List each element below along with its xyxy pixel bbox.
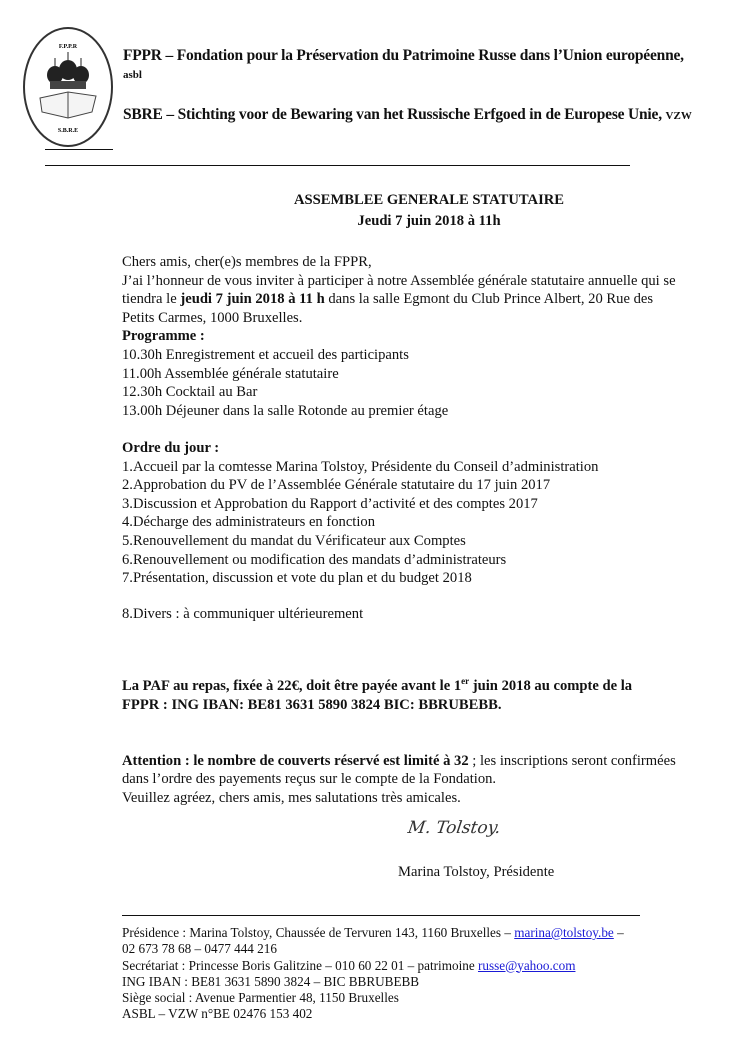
footer-phones: 02 673 78 68 – 0477 444 216 [122,941,277,957]
paf-line-1 [122,677,632,696]
programme-item: 11.00h Assemblée générale statutaire [122,365,339,382]
paf-text: La PAF au repas, fixée à 22€, doit être payée avant le 1 [122,678,462,694]
attention-line-2: dans l’ordre des payements reçus sur le compte de la Fondation. [122,771,497,787]
footer-iban: ING IBAN : BE81 3631 5890 3824 – BIC BBRUBEBB [122,973,420,989]
ordre-item: 6.Renouvellement ou modification des mandats d’administrateurs [122,551,507,568]
footer-text: Présidence : Marina Tolstoy, Chaussée de Tervuren 143, 1160 Bruxelles – [122,925,515,940]
ordre-divers: 8.Divers : à communiquer ultérieurement [122,606,364,622]
ordre-item: 4.Décharge des administrateurs en fonction [122,514,376,531]
sbre-title-text: SBRE – Stichting voor de Bewaring van het Russische Erfgoed in de Europese Unie, [123,106,662,123]
presidence-email-link[interactable]: marina@tolstoy.be [514,925,614,940]
intro-text: tiendra le [122,291,181,308]
ordre-item: 5.Renouvellement du mandat du Vérificateur aux Comptes [122,532,466,549]
intro-text: dans la salle Egmont du Club Prince Albert, 20 Rue des [324,291,654,308]
signature-name: Marina Tolstoy, Présidente [398,864,555,880]
logo-emblem-icon [22,26,114,148]
svg-text:F.P.P.R: F.P.P.R [58,44,78,50]
intro-date: jeudi 7 juin 2018 à 11 h [180,291,325,308]
short-divider [45,149,113,150]
sbre-suffix: VZW [665,110,692,122]
ordre-item: 7.Présentation, discussion et vote du plan et du budget 2018 [122,570,472,587]
programme-item: 12.30h Cocktail au Bar [122,384,258,401]
footer [122,925,624,1023]
attention-bold: Attention : le nombre de couverts réservé est limité à 32 [122,753,469,769]
footer-presidence [122,925,624,941]
attention-text: ; les inscriptions seront confirmées [468,753,676,769]
long-divider [45,165,630,166]
intro-line-2 [122,290,676,309]
footer-asbl: ASBL – VZW n°BE 02476 153 402 [122,1006,313,1022]
footer-secretariat [122,958,624,974]
programme-heading: Programme : [122,328,205,345]
footer-text: Secrétariat : Princesse Boris Galitzine – 010 60 22 01 – patrimoine [122,957,478,973]
doc-date: Jeudi 7 juin 2018 à 11h [357,213,501,229]
paf-sup: er [461,676,470,687]
footer-text: – [613,925,624,940]
greeting: Chers amis, cher(e)s membres de la FPPR, [122,254,372,270]
svg-text:S.B.R.E: S.B.R.E [57,128,79,134]
ordre-item: 1.Accueil par la comtesse Marina Tolstoy, Présidente du Conseil d’administration [122,458,599,475]
intro-line-1: J’ai l’honneur de vous inviter à participer à notre Assemblée générale statutaire annuelle qui se [122,272,676,289]
sbre-title [123,106,692,124]
footer-siege: Siège social : Avenue Parmentier 48, 1150 Bruxelles [122,990,399,1006]
signature-image: M. Tolstoy. [406,818,502,838]
secretariat-email-link[interactable]: russe@yahoo.com [477,957,576,973]
doc-title: ASSEMBLEE GENERALE STATUTAIRE [293,192,565,208]
ordre-item: 2.Approbation du PV de l’Assemblée Générale statutaire du 17 juin 2017 [122,477,551,494]
ordre-heading: Ordre du jour : [122,439,220,456]
paf-text: juin 2018 au compte de la [469,678,633,694]
attention-line-1 [122,752,676,771]
intro-line-3: Petits Carmes, 1000 Bruxelles. [122,309,303,326]
footer-divider [122,915,640,916]
fppr-title: FPPR – Fondation pour la Préservation du Patrimoine Russe dans l’Union européenne, [123,47,684,64]
paf-line-2: FPPR : ING IBAN: BE81 3631 5890 3824 BIC: BBRUBEBB. [122,697,502,713]
logo [22,26,114,148]
ordre-item: 3.Discussion et Approbation du Rapport d’activité et des comptes 2017 [122,495,538,512]
fppr-suffix: asbl [123,69,142,81]
closing: Veuillez agréez, chers amis, mes salutations très amicales. [122,790,461,806]
body [122,253,676,588]
programme-item: 10.30h Enregistrement et accueil des participants [122,346,409,363]
programme-item: 13.00h Déjeuner dans la salle Rotonde au premier étage [122,402,449,419]
